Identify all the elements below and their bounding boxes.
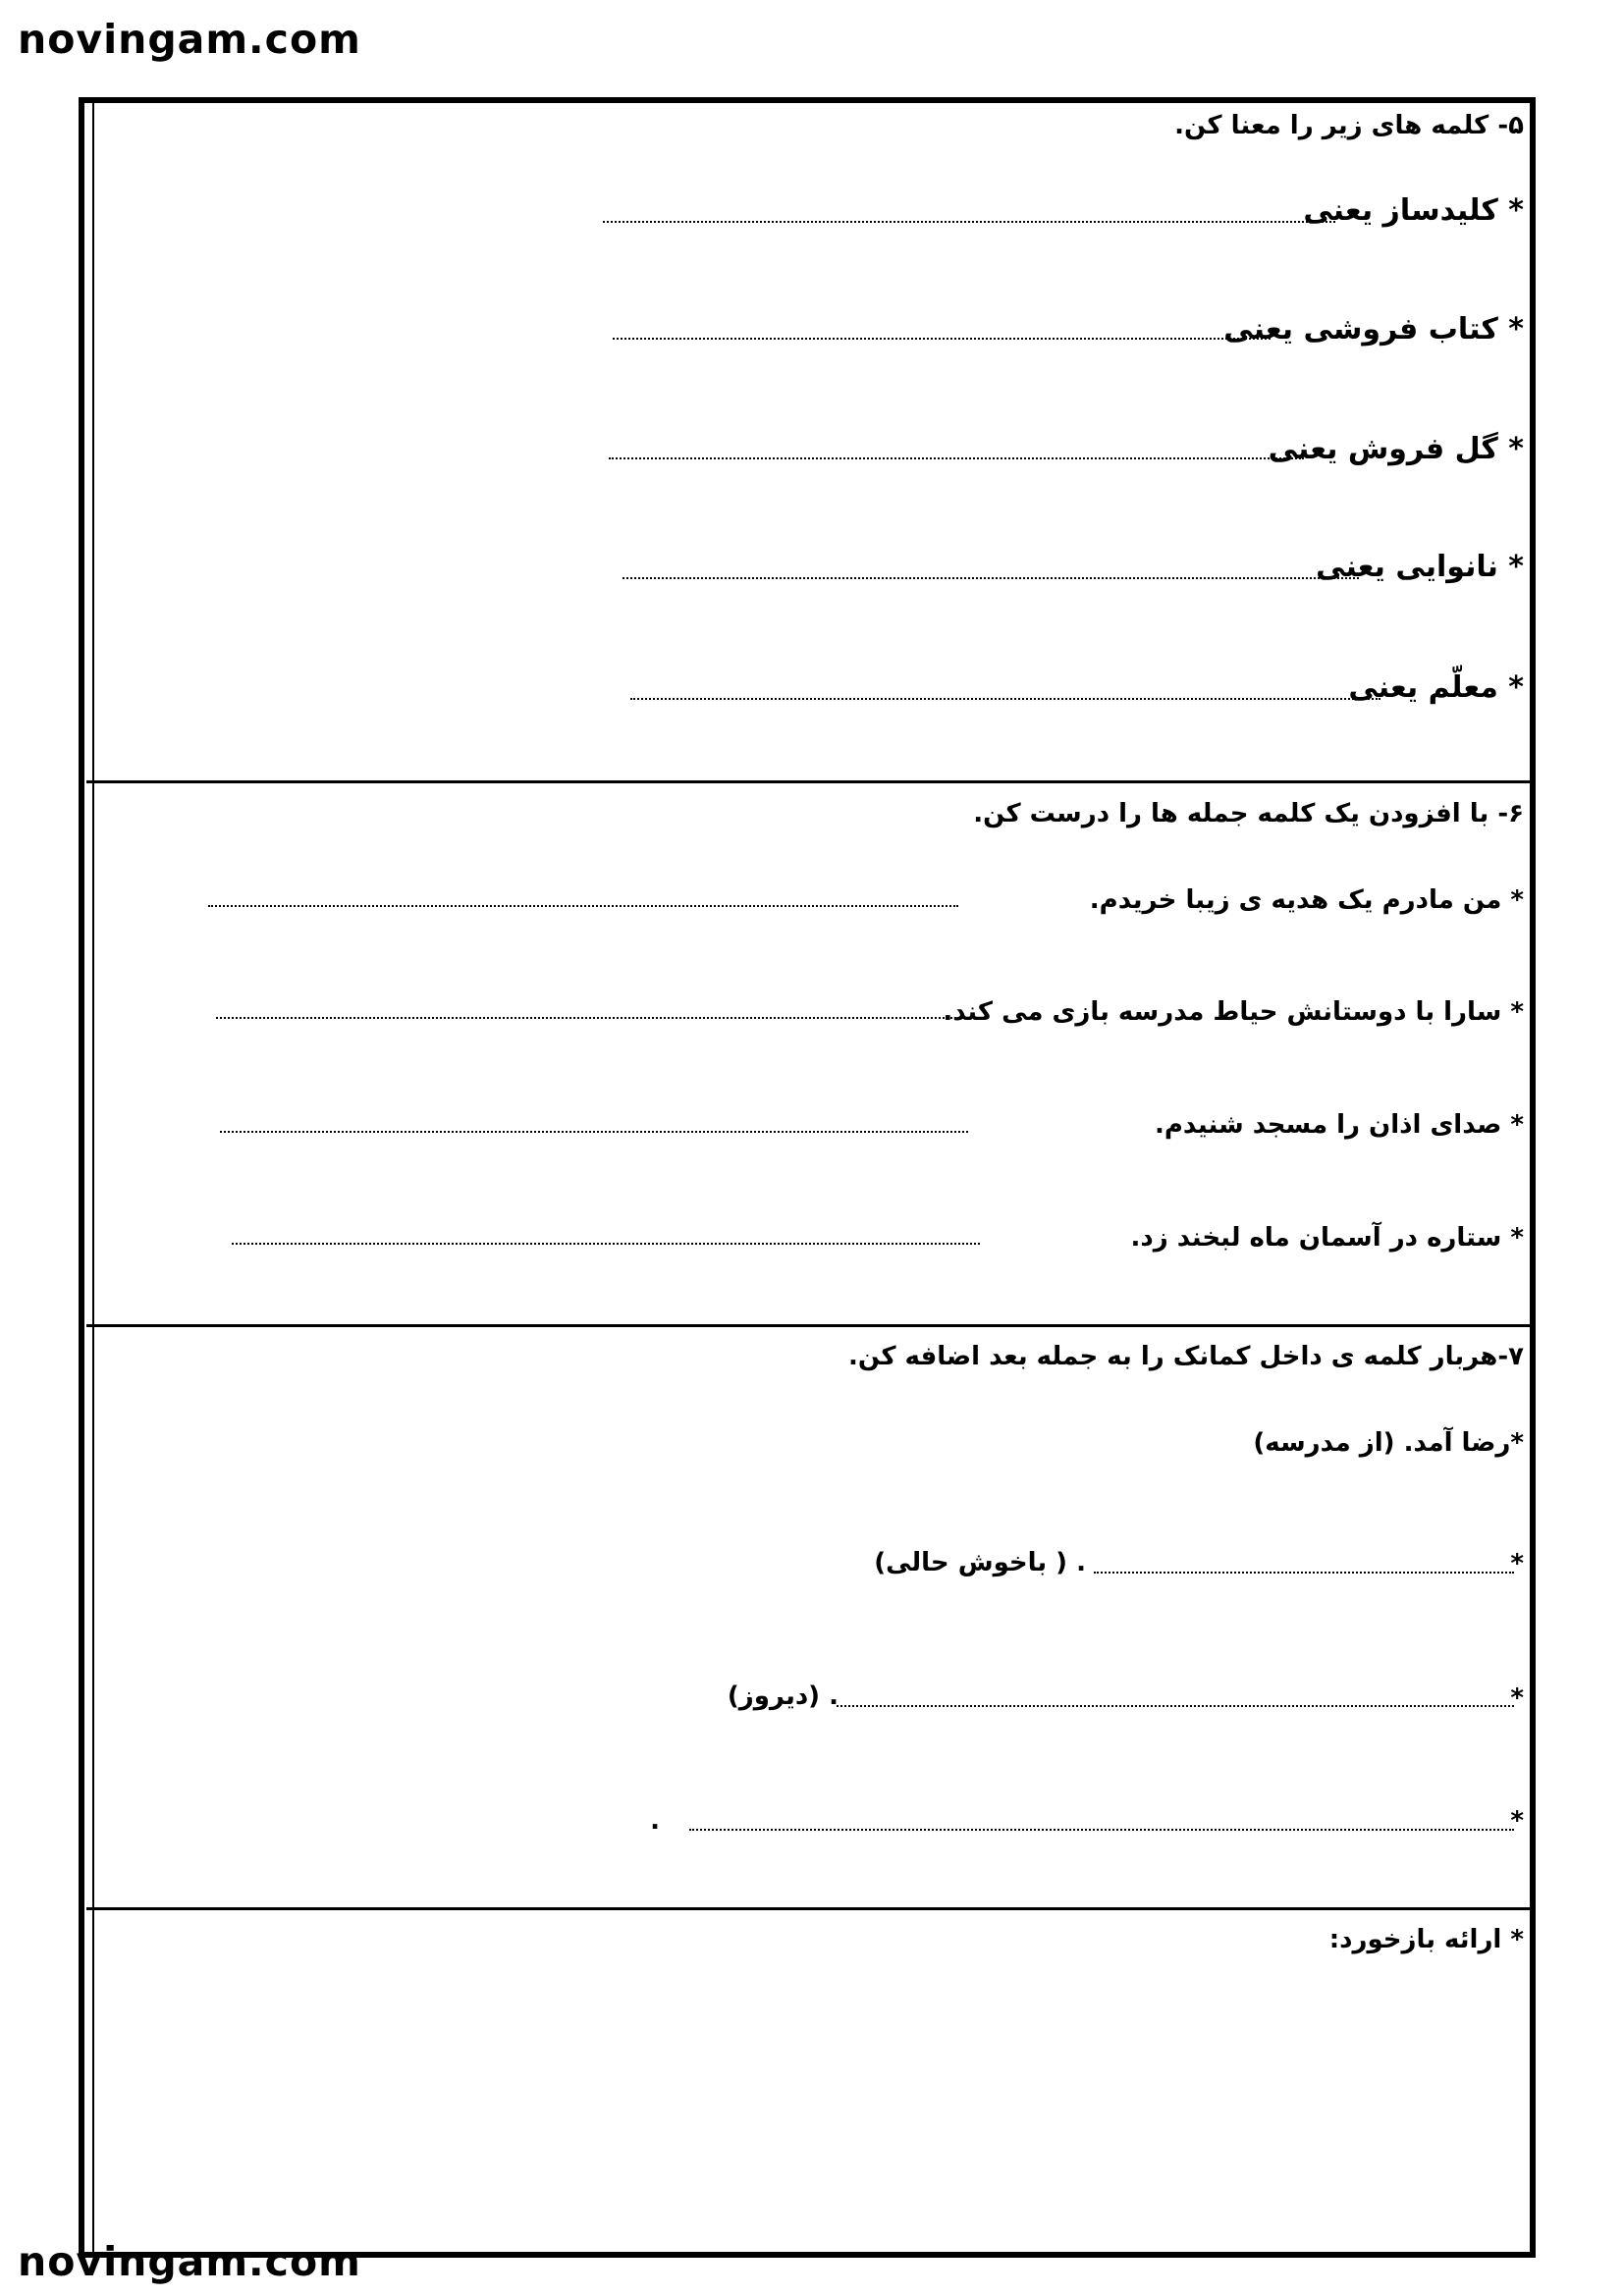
meaning-item-label: * نانوایی یعنی <box>1316 550 1524 584</box>
item-hint: . <box>650 1806 660 1836</box>
answer-blank[interactable] <box>623 577 1359 579</box>
answer-blank[interactable] <box>220 1131 968 1133</box>
section-7-heading: ۷-هربار کلمه ی داخل کمانک را به جمله بعد اضافه کن. <box>848 1342 1524 1371</box>
feedback-label: * ارائه بازخورد: <box>1328 1925 1524 1954</box>
section-divider <box>86 1907 1536 1910</box>
sentence-item: * ستاره در آسمان ماه لبخند زد. <box>1130 1223 1524 1253</box>
section-divider <box>86 780 1536 783</box>
watermark-top: novingam.com <box>18 16 361 63</box>
meaning-item-label: * کلیدساز یعنی <box>1303 193 1524 228</box>
watermark-bottom: novingam.com <box>18 2238 361 2285</box>
answer-blank[interactable] <box>689 1829 1514 1831</box>
meaning-item-label: * کتاب فروشی یعنی <box>1223 312 1524 347</box>
item-star: * <box>1510 1683 1524 1713</box>
answer-blank[interactable] <box>837 1705 1514 1707</box>
section-divider <box>86 1324 1536 1327</box>
sentence-item: * صدای اذان را مسجد شنیدم. <box>1154 1110 1524 1140</box>
section-5-heading: ۵- کلمه های زیر را معنا کن. <box>1174 111 1524 140</box>
item-star: * <box>1510 1806 1524 1836</box>
answer-blank[interactable] <box>232 1243 980 1245</box>
example-sentence: *رضا آمد. (از مدرسه) <box>1253 1428 1524 1458</box>
frame-inner-border <box>92 103 1530 2252</box>
section-6-heading: ۶- با افزودن یک کلمه جمله ها را درست کن. <box>973 799 1524 828</box>
answer-blank[interactable] <box>208 905 958 907</box>
meaning-item-label: * معلّم یعنی <box>1348 670 1524 705</box>
answer-blank[interactable] <box>630 698 1380 700</box>
answer-blank[interactable] <box>1094 1572 1514 1574</box>
worksheet-frame <box>79 97 1536 2258</box>
sentence-item: * سارا با دوستانش حیاط مدرسه بازی می کند. <box>943 997 1524 1027</box>
answer-blank[interactable] <box>603 221 1335 223</box>
answer-blank[interactable] <box>609 457 1304 459</box>
answer-blank[interactable] <box>216 1017 964 1019</box>
answer-blank[interactable] <box>613 338 1271 340</box>
item-hint: . (دیروز) <box>727 1682 839 1711</box>
meaning-item-label: * گل فروش یعنی <box>1268 432 1524 466</box>
item-hint: . ( باخوش حالی) <box>874 1548 1086 1577</box>
sentence-item: * من مادرم یک هدیه ی زیبا خریدم. <box>1089 885 1524 915</box>
item-star: * <box>1510 1549 1524 1578</box>
